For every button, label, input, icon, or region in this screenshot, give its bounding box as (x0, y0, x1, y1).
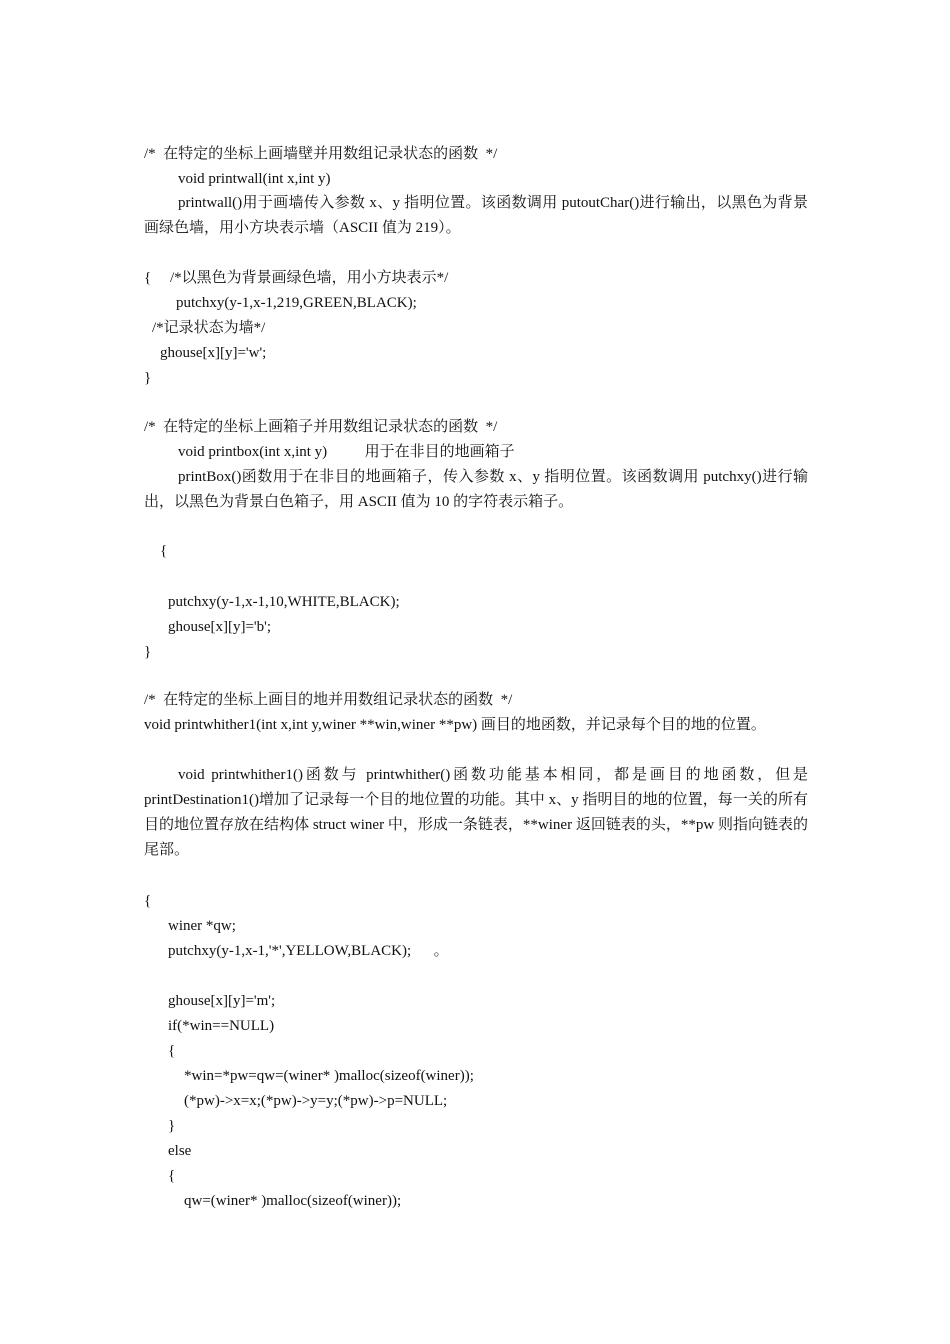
section1-code-line: putchxy(y-1,x-1,219,GREEN,BLACK); (176, 295, 417, 311)
section3-code-line: qw=(winer* )malloc(sizeof(winer)); (184, 1193, 402, 1209)
section2-description: printBox()函数用于在非目的地画箱子，传入参数 x、y 指明位置。该函数调用 putchxy()进行输出，以黑色为背景白色箱子，用 ASCII 值为 10 的字符表示箱子。 (144, 469, 808, 510)
section3-code-line: putchxy(y-1,x-1,'*',YELLOW,BLACK); 。 (168, 943, 449, 959)
section3-code-line: } (168, 1118, 176, 1134)
section2-comment: /* 在特定的坐标上画箱子并用数组记录状态的函数 */ (144, 419, 498, 435)
section1-code-line: ghouse[x][y]='w'; (160, 345, 267, 361)
section1-code-line: { /*以黑色为背景画绿色墙，用小方块表示*/ (144, 270, 449, 286)
section2-code-line: { (160, 543, 168, 559)
section2-code-line: } (144, 644, 152, 660)
section3-code-line: { (168, 1168, 176, 1184)
section3-code-line: { (168, 1043, 176, 1059)
section2-signature: void printbox(int x,int y) 用于在非目的地画箱子 (178, 444, 515, 460)
section3-description: void printwhither1()函数与 printwhither()函数功能基本相同，都是画目的地函数，但是 printDestination1()增加了记录每一个目的地位置的功能。其中 x、y 指明目的地的位置，每一关的所有目的地位置存放在结构体 struct winer 中，形成一条链表，**winer 返回链表的头，**pw 则指向链表的尾部。 (144, 767, 808, 858)
section3-code-line: else (168, 1143, 192, 1159)
section3-signature: void printwhither1(int x,int y,winer **win,winer **pw) 画目的地函数，并记录每个目的地的位置。 (144, 717, 766, 733)
section1-code-line: } (144, 370, 152, 386)
section3-code-line: *win=*pw=qw=(winer* )malloc(sizeof(winer)); (184, 1068, 474, 1084)
section3-code-line: if(*win==NULL) (168, 1018, 275, 1034)
section3-code-line: ghouse[x][y]='m'; (168, 993, 276, 1009)
section3-code-line: { (144, 893, 152, 909)
section3-code-line: winer *qw; (168, 918, 236, 934)
section1-signature: void printwall(int x,int y) (178, 171, 331, 187)
section1-description: printwall()用于画墙传入参数 x、y 指明位置。该函数调用 putoutChar()进行输出，以黑色为背景画绿色墙，用小方块表示墙（ASCII 值为 219）。 (144, 195, 808, 236)
section2-code-line: putchxy(y-1,x-1,10,WHITE,BLACK); (168, 594, 400, 610)
section3-code-line: (*pw)->x=x;(*pw)->y=y;(*pw)->p=NULL; (184, 1093, 448, 1109)
section2-code-line: ghouse[x][y]='b'; (168, 619, 272, 635)
section1-code-line: /*记录状态为墙*/ (152, 320, 266, 336)
section3-comment: /* 在特定的坐标上画目的地并用数组记录状态的函数 */ (144, 692, 513, 708)
section1-comment: /* 在特定的坐标上画墙壁并用数组记录状态的函数 */ (144, 146, 498, 162)
